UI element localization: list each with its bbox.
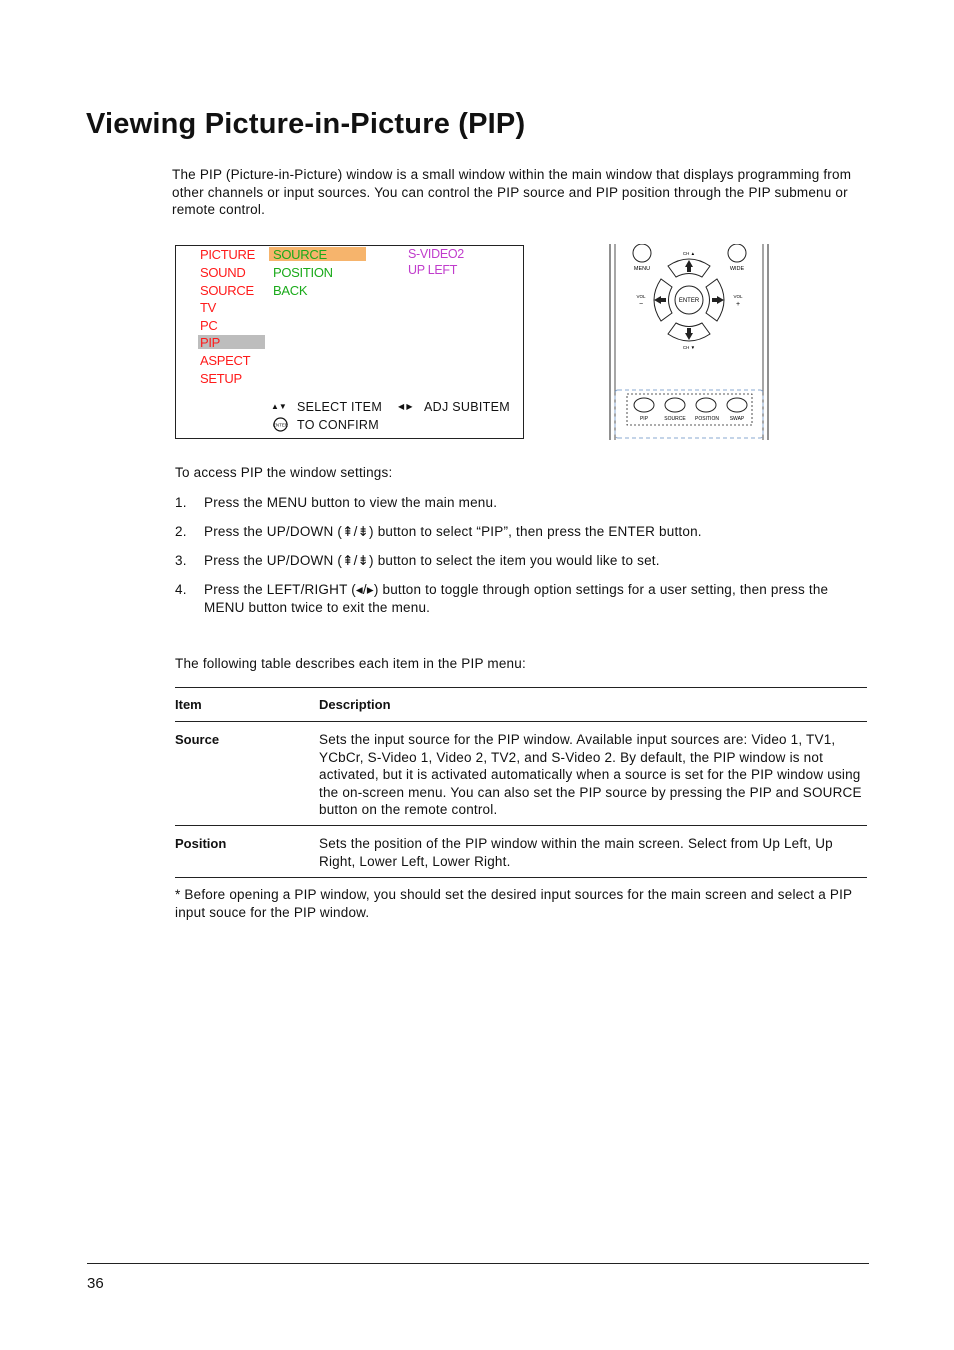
table-bottom-rule	[175, 877, 867, 878]
step-text: Press the UP/DOWN (⇞/⇟) button to select the item you would like to set.	[204, 553, 660, 568]
page-title: Viewing Picture-in-Picture (PIP)	[86, 108, 526, 140]
ch-down-label: CH ▼	[682, 345, 696, 350]
vol-plus-label: VOL	[733, 294, 743, 299]
table-header-description: Description	[319, 697, 391, 712]
up-down-arrows-icon: ▲▼	[271, 402, 287, 411]
table-header-item: Item	[175, 697, 202, 712]
hint-confirm: TO CONFIRM	[297, 418, 379, 432]
step-text: Press the LEFT/RIGHT (◂/▸) button to toggle through option settings for a user setting, then press the MENU button twice to exit the menu.	[204, 582, 829, 615]
hint-select: SELECT ITEM	[297, 400, 383, 414]
enter-label: ENTER	[678, 298, 700, 304]
wide-label: WIDE	[729, 266, 745, 272]
submenu-item: POSITION	[273, 265, 333, 280]
access-intro: To access PIP the window settings:	[175, 465, 393, 480]
pip-button	[634, 398, 654, 412]
remote-control-illustration	[606, 244, 772, 440]
table-row-rule	[175, 825, 867, 826]
table-intro: The following table describes each item in the PIP menu:	[175, 656, 526, 671]
main-menu-item: SOUND	[200, 265, 246, 280]
swap-label: SWAP	[729, 416, 745, 422]
vol-plus-sign: +	[735, 301, 741, 308]
step-number: 1.	[175, 495, 187, 510]
source-button	[665, 398, 685, 412]
step-number: 2.	[175, 524, 187, 539]
left-arrow-icon	[654, 296, 666, 304]
wide-button	[728, 244, 746, 262]
step-text: Press the UP/DOWN (⇞/⇟) button to select “PIP”, then press the ENTER button.	[204, 524, 702, 539]
table-cell-description: Sets the input source for the PIP window. Available input sources are: Video 1, TV1, YCbCr, S-Video 1, Video 2, TV2, and S-Video 2. By default, the PIP window is not activated, but it is activated automatically when a source is set for the PIP window using the on-screen menu. You can also set the PIP source by pressing the PIP and SOURCE button on the remote control.	[319, 732, 862, 817]
position-label: POSITION	[695, 416, 719, 422]
table-cell-item: Source	[175, 732, 220, 747]
swap-button	[727, 398, 747, 412]
step-text: Press the MENU button to view the main menu.	[204, 495, 498, 510]
menu-label: MENU	[633, 266, 651, 272]
submenu-item: BACK	[273, 283, 308, 298]
footnote: * Before opening a PIP window, you should set the desired input sources for the main screen and select a PIP input souce for the PIP window.	[175, 887, 853, 920]
footer-rule	[87, 1263, 869, 1264]
table-header-rule	[175, 721, 867, 722]
step-number: 4.	[175, 582, 187, 597]
up-arrow-icon	[685, 260, 693, 272]
submenu-value: UP LEFT	[408, 263, 458, 277]
submenu-item: SOURCE	[273, 247, 327, 262]
main-menu-item: TV	[200, 300, 217, 315]
vol-minus-label: VOL	[636, 294, 646, 299]
left-right-arrows-icon: ◀ ▶	[398, 402, 413, 411]
source-label: SOURCE	[664, 416, 686, 422]
step-number: 3.	[175, 553, 187, 568]
main-menu-item: SOURCE	[200, 283, 254, 298]
hint-adjust: ADJ SUBITEM	[424, 400, 510, 414]
main-menu-item: PIP	[200, 335, 221, 350]
enter-button-icon	[273, 417, 288, 432]
position-button	[696, 398, 716, 412]
table-cell-description: Sets the position of the PIP window within the main screen. Select from Up Left, Up Right, Lower Left, Lower Right.	[319, 836, 833, 869]
main-menu-item: PICTURE	[200, 247, 255, 262]
table-cell-item: Position	[175, 836, 227, 851]
submenu-value: S-VIDEO2	[408, 247, 464, 261]
main-menu-item: PC	[200, 318, 218, 333]
right-arrow-icon	[712, 296, 724, 304]
down-arrow-icon	[685, 328, 693, 340]
ch-up-label: CH ▲	[682, 251, 696, 256]
intro-paragraph: The PIP (Picture-in-Picture) window is a small window within the main window that displays programming from other channels or input sources. You can control the PIP source and PIP position through the PIP submenu or remote control.	[172, 167, 852, 217]
svg-text:ENTER: ENTER	[273, 422, 288, 428]
main-menu-item: SETUP	[200, 371, 242, 386]
pip-label: PIP	[639, 416, 649, 422]
page-number: 36	[87, 1275, 104, 1292]
osd-menu-illustration	[175, 245, 524, 439]
main-menu-item: ASPECT	[200, 353, 251, 368]
vol-minus-sign: −	[638, 301, 644, 308]
table-top-rule	[175, 687, 867, 688]
menu-button	[633, 244, 651, 262]
